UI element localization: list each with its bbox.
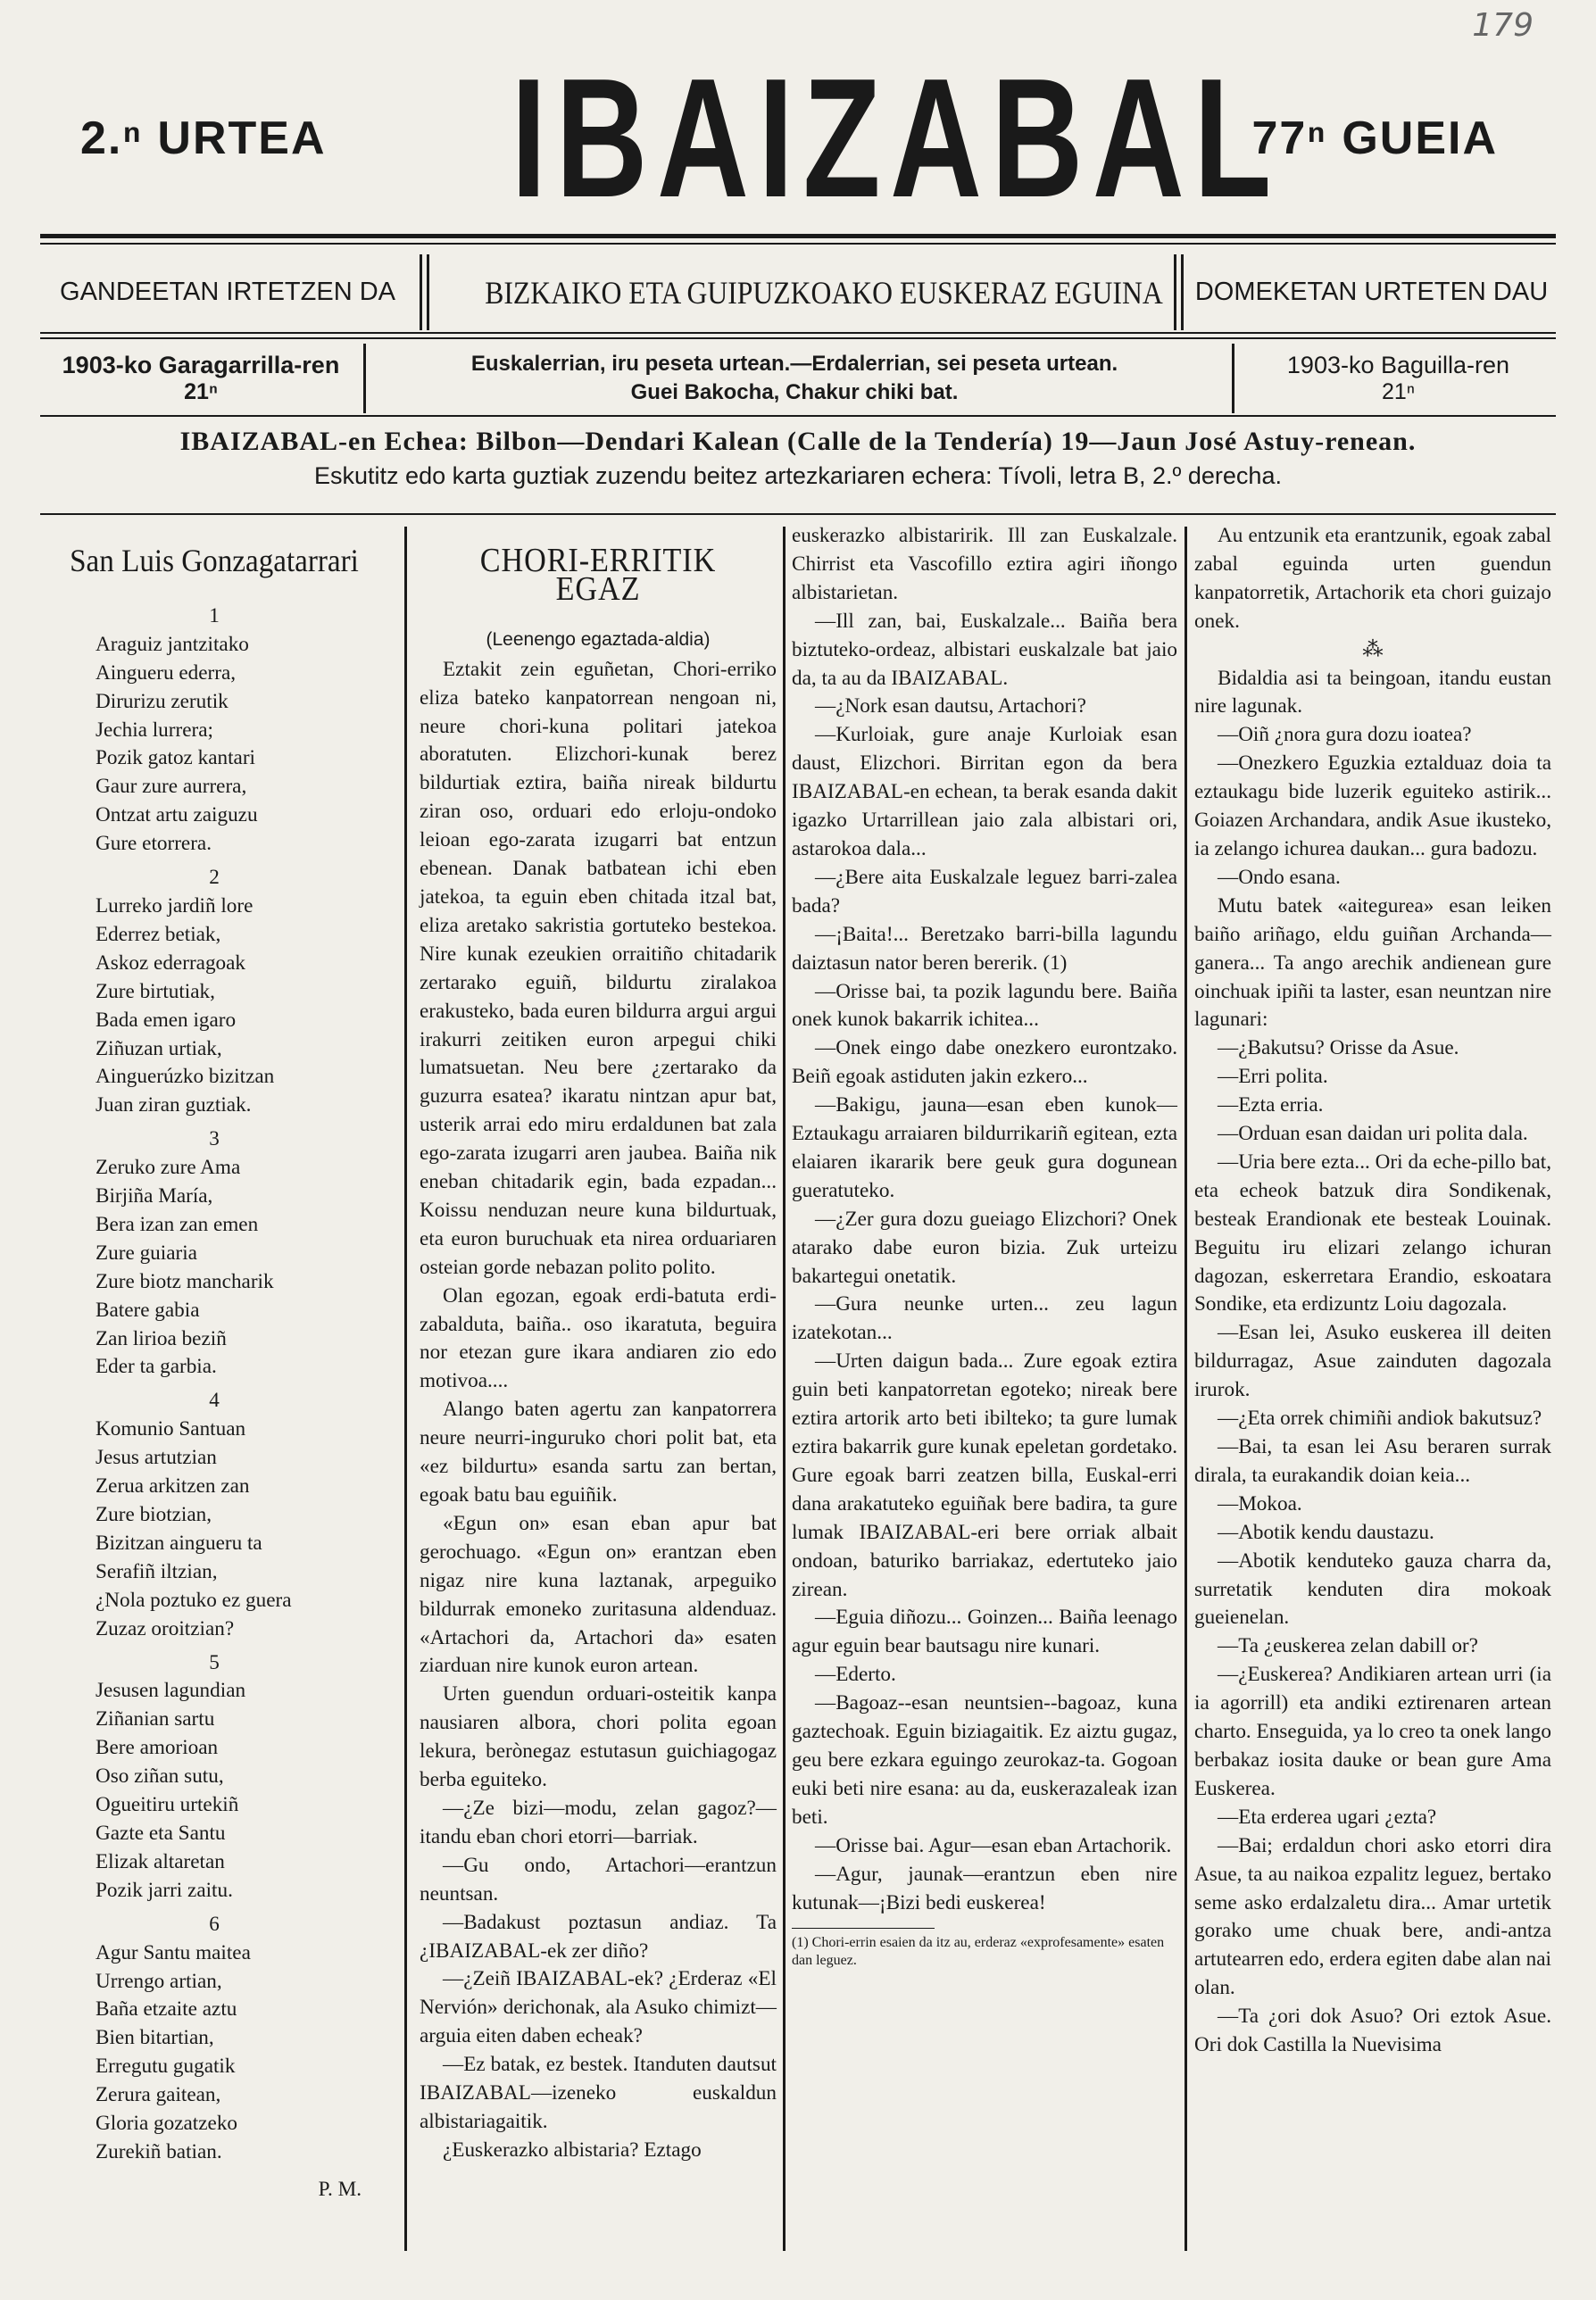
poem-line: Bizitzan ainguеru ta [96, 1531, 262, 1555]
article-paragraph: Au entzunik eta erantzunik, egoak zabal zabal eguinda urten guendun kanpatorretik, Artachorik eta chori guizajo onek. [1194, 524, 1551, 633]
poem-line: Agur Santu maitea [96, 1940, 251, 1964]
article-paragraph: —Onek eingo dabe onezkero eurontzako. Beiñ egoak astiduten jakin ezkero... [792, 1036, 1177, 1089]
poem-line: Oso ziñan sutu, [96, 1764, 224, 1789]
article-paragraph: —Badakust poztasun andiaz. Ta ¿IBAIZABAL-ek zer diño? [420, 1910, 777, 1963]
date-left [40, 344, 362, 413]
article-paragraph: —Orisse bai, ta pozik lagundu bere. Baiña onek kunok bakarrik ichitea... [792, 979, 1177, 1032]
address-rule [40, 513, 1556, 515]
article-paragraph: —¿Euskerea? Andikiaren artean urri (ia ia agorrill) eta andiki eztirenaren artean charto. Enseguida, ya lo creo ta onek lango berbakaz iosita dauke or bean gure Ama Euskerea. [1194, 1663, 1551, 1800]
poem-line: Ziñanian sartu [96, 1707, 215, 1731]
address-block [40, 427, 1556, 490]
masthead [36, 27, 1560, 232]
article-footnote: (1) Chori-errin esaien da itz au, erderaz «exprofesamente» esaten dan leguez. [792, 1935, 1165, 1969]
article-paragraph: —¿Nork esan dautsu, Artachori? [815, 694, 1086, 718]
poem-line: Ainguerúzko bizitzan [96, 1065, 275, 1089]
date-right-line1: 1903-ko Baguilla-ren [1286, 352, 1510, 378]
article-paragraph: —Gu ondo, Artachori—erantzun neuntsan. [420, 1853, 777, 1906]
poem-line: Jesusen lagundian [96, 1679, 246, 1703]
article-paragraph: —Abotik kendu daustazu. [1218, 1520, 1434, 1544]
article-paragraph: —Uria bere ezta... Ori da eche-pillo bat, eta echeok batzuk dira Sondikenak, besteak Erandionak ete besteak Louinak. Beguitu iru elizari zelango ichuran dagozan, eskerretara Erandio, eskoatara Sondike, eta erdizuntz Loiu dagozala. [1194, 1150, 1551, 1316]
date-left-line1: 1903-ko Garagarrilla-ren [62, 352, 340, 378]
article-paragraph: —¿Bakutsu? Orisse da Asue. [1218, 1036, 1459, 1060]
article-title: CHORI-ERRITIK EGAZ [479, 542, 717, 608]
poem-line: Aingueru ederra, [96, 660, 237, 685]
page-number: 179 [1472, 7, 1534, 44]
date-left-line2: 21ⁿ [184, 379, 218, 404]
poem-line: Gazte eta Santu [96, 1821, 226, 1845]
article-paragraph: —Bagoaz--esan neuntsien--bagoaz, kuna gaztechoak. Eguin biziagaitik. Ez aiztu gugaz, geu bere ezkara eguingo zeurokaz-ta. Gogoan euki beti nire esana: au da, euskerazaleak izan beti. [792, 1691, 1177, 1829]
poem-line: Juan ziran guztiak. [96, 1093, 252, 1117]
poem-line: Zuzaz oroitzian? [96, 1616, 235, 1640]
column-separator-1 [404, 527, 407, 2251]
stanza-number: 5 [209, 1650, 220, 1674]
article-paragraph: «Egun on» esan eban apur bat gerochuago. «Egun on» erantzan eben nigaz nire kuna laztanak, arpeguiko bildurrak emoneko zuritasuna aldenduaz. «Artachori da, Artachori da» esaten ziarduan nire kunok euron artean. [420, 1511, 777, 1678]
article-paragraph: —Ta ¿euskerea zelan dabill or? [1218, 1634, 1478, 1658]
article-paragraph: Eztakit zein eguñetan, Chori-erriko eliza bateko kanpatorrean nengoan ni, neure chori-kuna politari jatekoa aboratuten. Elizchori-kunak berez bildurtiak eztira, baiña nireak bildurtu ziran oso, orduari edo erloju-ondoko leioan ego-zarata izugarri bat entzun ebenean. Danak batbatean ichi eben jatekoa, ta eguin eben chitada itzal bat, eliza aretako sakristia gortuteko bestekoa. Nire kunak ezeukien orraitiño chitadarik zertarako eguiñ, bildurtu ziralakoa erakusteko, bada euren bildurra argui argui irakurri zeitiken euron arpegui chiki lumatsuetan. Neu bere ¿zertarako da guzurra esatea? ikaratu nintzan apur bat, usterik arrai edo miru erdaldunen bat zala ego-zarata izugarri aren jaubea. Baiña nik eneban chitadarik egin, bada ezpadan... Koissu nenduzan neure kuna bildurtuak, eta euron buruchuak eta nirea orduariaren osteian gorde nebazan polito polito. [420, 657, 777, 1279]
poem-line: ¿Nola poztuko ez guera [96, 1588, 292, 1612]
article-paragraph: —Mokoa. [1218, 1491, 1302, 1515]
address-line2: Eskutitz edo karta guztiak zuzendu beitez artezkariaren echera: Tívoli, letra B, 2.º derecha. [314, 462, 1282, 489]
poem-title: San Luis Gonzagatarrari [70, 543, 359, 578]
article-column-1-body [420, 656, 777, 2165]
article-paragraph: —Ederto. [815, 1663, 896, 1687]
article-paragraph: —Eta erderea ugari ¿ezta? [1218, 1805, 1437, 1829]
article-paragraph: —Kurloiak, gure anaje Kurloiak esan daust, Elizchori. Birritan egon da bera IBAIZABAL-en echean, ta berak esanda dakit igazko Urtarrillean jaio zala albistari ori, astarokoa dala... [792, 723, 1177, 860]
article-paragraph: —¿Zeiñ IBAIZABAL-ek? ¿Erderaz «El Nervión» derichonak, ala Asuko chimizt—arguia eiten daben echeak? [420, 1967, 777, 2048]
poem-line: Pozik gatoz kantari [96, 746, 256, 770]
year-label: 2.ⁿ URTEA [80, 112, 327, 164]
subheader-divider-right [1174, 254, 1176, 330]
article-paragraph: Olan egozan, egoak erdi-batuta erdi-zabalduta, baiña.. oso ikaratuta, beguira nor etezan gure ikara andiaren zio edo motivoa.... [420, 1283, 777, 1393]
article-column-2-body [792, 522, 1177, 1917]
poem-line: Serafiñ iltzian, [96, 1559, 218, 1583]
poem-line: Zure biotzian, [96, 1503, 212, 1526]
price-line1: Euskalerrian, iru peseta urtean.—Erdalerrian, sei peseta urtean. [470, 352, 1118, 376]
article-paragraph: —¡Baita!... Beretzako barri-billa lagundu daiztasun nator beren bererik. (1) [792, 922, 1177, 975]
poem-line: Zure biotz mancharik [96, 1269, 274, 1293]
poem-line: Araguiz jantzitako [96, 632, 249, 656]
subheader-divider-left [420, 254, 422, 330]
footnote-rule [792, 1928, 935, 1929]
article-paragraph: —Ez batak, ez bestek. Itanduten dautsut IBAIZABAL—izeneko euskaldun albistariagaitik. [420, 2053, 777, 2133]
poem-line: Erregutu gugatik [96, 2055, 236, 2079]
subheader-row [40, 254, 1556, 330]
article-paragraph: —Agur, jaunak—erantzun eben nire kutunak—¡Bizi bedi euskerea! [792, 1862, 1177, 1914]
article-paragraph: —Bai; erdaldun chori asko etorri dira Asue, ta au naikoa ezpalitz leguez, bertako seme asko erdalzaletu dira... Amar urtetik gorako ume chuak bere, andi-antza artutearren edo, erdera egiten dabe alan nai olan. [1194, 1833, 1551, 2000]
article-paragraph: —Bai, ta esan lei Asu beraren surrak dirala, ta eurakandik doian keia... [1194, 1435, 1551, 1487]
article-column-2 [792, 522, 1177, 2246]
article-paragraph: Alango baten agertu zan kanpatorrera neure neurri-inguruko chori polit bat, eta «ez bildurtu» esanda sartu zan bertan, egoak batu bau eguiñik. [420, 1398, 777, 1507]
article-paragraph: —¿Ze bizi—modu, zelan gagoz?—itandu eban chori etorri—barriak. [420, 1796, 777, 1848]
poem-line: Bere amorioan [96, 1736, 219, 1760]
date-right [1241, 344, 1556, 413]
subheader-center: BIZKAIKO ETA GUIPUZKOAKO EUSKERAZ EGUINA [485, 274, 1163, 311]
poem-line: Elizak altaretan [96, 1849, 225, 1873]
dates-divider-right [1232, 344, 1234, 413]
article-paragraph: Mutu batek «aitegurea» esan leiken baiño ariñago, eldu guiñan Archanda—ganera... Ta ango arechik andienean gure oinchuak ipiñi ta laster, esan neuntzan nire lagunari: [1194, 893, 1551, 1032]
poem-line: Dirurizu zerutik [96, 689, 229, 713]
stanza-number: 6 [209, 1912, 220, 1936]
section-break-ornament: ⁂ [1362, 637, 1384, 661]
stanza-number: 1 [209, 603, 220, 627]
poem-line: Zure birtutiak, [96, 979, 215, 1003]
poem-line: Baña etzaite aztu [96, 1997, 237, 2022]
dates-divider-left [363, 344, 366, 413]
article-column-3-body [1194, 522, 1551, 2060]
subheader-right: DOMEKETAN URTETEN DAU [1194, 278, 1549, 306]
poem-line: Bada emen igaro [96, 1008, 237, 1032]
subheader-left: GANDEETAN IRTETZEN DA [60, 278, 395, 306]
poem-line: Ontzat artu zaiguzu [96, 803, 258, 827]
masthead-rule-top [40, 234, 1556, 238]
article-paragraph: —¿Bere aita Euskalzale leguez barri-zalea bada? [792, 865, 1177, 918]
article-paragraph: —Eguia diñozu... Goinzen... Baiña leenago agur eguin bear bautsagu nire kunari. [792, 1606, 1177, 1658]
article-paragraph: —Ezta erria. [1218, 1093, 1324, 1117]
dates-row [40, 344, 1556, 413]
poem-signature: P. M. [318, 2177, 362, 2201]
poem-line: Gure etorrera. [96, 832, 212, 856]
poem-line: Bera izan zan emen [96, 1212, 259, 1236]
poem-line: Zure guiaria [96, 1241, 197, 1265]
subheader-divider-right-2 [1181, 254, 1184, 330]
poem-line: Eder ta garbia. [96, 1355, 217, 1379]
article-paragraph: euskerazko albistaririk. Ill zan Euskalzale. Chirrist eta Vascofillo eztira agiri iñongo albistarietan. [792, 524, 1177, 604]
poem-line: Pozik jarri zaitu. [96, 1878, 233, 1902]
poem-line: Zerura gaitean, [96, 2083, 221, 2107]
masthead-rule-bottom [40, 243, 1556, 245]
article-paragraph: Urten guendun orduari-osteitik kanpa nausiaren albora, chori polita egoan lekura, berònegaz estutasun guichiagogaz berba eguiteko. [420, 1682, 777, 1792]
poem-body [40, 602, 388, 2167]
subheader-rule-2 [40, 337, 1556, 339]
poem-line: Gloria gozatzeko [96, 2112, 238, 2136]
price-line2: Guei Bakocha, Chakur chiki bat. [630, 380, 959, 404]
poem-line: Komunio Santuan [96, 1417, 246, 1441]
article-paragraph: —Orisse bai. Agur—esan eban Artachorik. [815, 1833, 1172, 1857]
stanza-number: 3 [209, 1127, 220, 1151]
article-paragraph: —Esan lei, Asuko euskerea ill deiten bildurragaz, Asue zainduten dagozala irurok. [1194, 1321, 1551, 1402]
article-paragraph: —¿Eta orrek chimiñi andiok bakutsuz? [1218, 1407, 1542, 1431]
poem-line: Zurekiñ batian. [96, 2139, 222, 2163]
poem-line: Jechia lurrera; [96, 718, 213, 742]
price-info [370, 344, 1218, 413]
stanza-number: 4 [209, 1389, 220, 1413]
article-column-3 [1194, 522, 1551, 2246]
article-paragraph: —Onezkero Eguzkia eztalduaz doia ta eztaukagu bide luzerik eguiteko astirik... Goiazen Archandara, andik Asue ikusteko, ia zelango ichurea daukan... gura badozu. [1194, 751, 1551, 860]
poem-line: Urrengo artian, [96, 1969, 222, 1993]
poem-line: Jesus artutzian [96, 1446, 217, 1470]
poem-line: Birjiña María, [96, 1184, 213, 1208]
date-right-line2: 21ⁿ [1382, 379, 1415, 404]
poem-line: Bien bitartian, [96, 2026, 214, 2050]
article-subtitle: (Leenengo egaztada-aldia) [486, 628, 711, 650]
poem-line: Batere gabia [96, 1298, 200, 1322]
issue-label: 77ⁿ GUEIA [1251, 112, 1498, 164]
subheader-rule-1 [40, 332, 1556, 334]
poem-line: Zerua arkitzen zan [96, 1474, 250, 1499]
article-paragraph: —Oiñ ¿nora gura dozu ioatea? [1218, 723, 1472, 747]
article-paragraph: —Abotik kenduteko gauza charra da, surretatik kenduten dira mokoak gueienelan. [1194, 1549, 1551, 1630]
article-paragraph: —Urten daigun bada... Zure egoak eztira guin beti kanpatorretan egoteko; nireak bere eztira artorik arto beti ibilteko; ta gure lumak eztira bakarrik gure kunak epeletan gordetako. Gure egoak barri zeatzen billa, Euskal-erri dana arakatuteko eguiñak bere badira, ta gure lumak IBAIZABAL-eri bere orriak albait ondoan, baturiko barriakaz, edertuteko jaio zirean. [792, 1349, 1177, 1601]
article-paragraph: —Ondo esana. [1218, 865, 1341, 889]
article-paragraph: —Ta ¿ori dok Asuo? Ori eztok Asue. Ori dok Castilla la Nuevisima [1194, 2005, 1551, 2057]
article-paragraph: —Gura neunke urten... zeu lagun izatekotan... [792, 1292, 1177, 1345]
article-paragraph: —¿Zer gura dozu gueiago Elizchori? Onek atarako dabe euron bizia. Zuk urteizu bakartegui onetatik. [792, 1207, 1177, 1288]
subheader-divider-left-2 [427, 254, 429, 330]
article-paragraph: —Erri polita. [1218, 1065, 1328, 1089]
address-line1: IBAIZABAL-en Echea: Bilbon—Dendari Kalean (Calle de la Tendería) 19—Jaun José Astuy-renean. [179, 427, 1417, 456]
dates-rule [40, 415, 1556, 417]
poem-line: Askoz ederragoak [96, 951, 246, 975]
newspaper-title: IBAIZABAL [511, 44, 1281, 233]
poem-line: Ziñuzan urtiak, [96, 1036, 222, 1060]
stanza-number: 2 [209, 866, 220, 890]
article-paragraph: ¿Euskerazko albistaria? Eztago [443, 2138, 702, 2162]
poem-line: Lurreko jardiñ lore [96, 893, 254, 918]
column-separator-3 [1185, 527, 1187, 2251]
article-paragraph: —Bakigu, jauna—esan eben kunok—Eztaukagu arraiaren bildurrikariñ egitean, ezta elaiaren ikararik bere geuk gura dogunean gueratuteko. [792, 1093, 1177, 1202]
poem-line: Zan lirioa beziñ [96, 1326, 227, 1350]
column-separator-2 [783, 527, 786, 2251]
article-paragraph: —Ill zan, bai, Euskalzale... Baiña bera biztuteko-ordeaz, albistari euskalzale bat jaio da, ta au da IBAIZABAL. [792, 609, 1177, 690]
article-column-1 [420, 522, 777, 2246]
poem-line: Ogueitiru urtekiñ [96, 1793, 239, 1817]
poem-line: Ederrez betiak, [96, 922, 221, 946]
poem-column [40, 522, 388, 2246]
poem-line: Zeruko zure Ama [96, 1156, 241, 1180]
article-paragraph: —Orduan esan daidan uri polita dala. [1218, 1122, 1528, 1146]
article-paragraph: Bidaldia asi ta beingoan, itandu eustan nire lagunak. [1194, 666, 1551, 718]
poem-line: Gaur zure aurrera, [96, 775, 247, 799]
